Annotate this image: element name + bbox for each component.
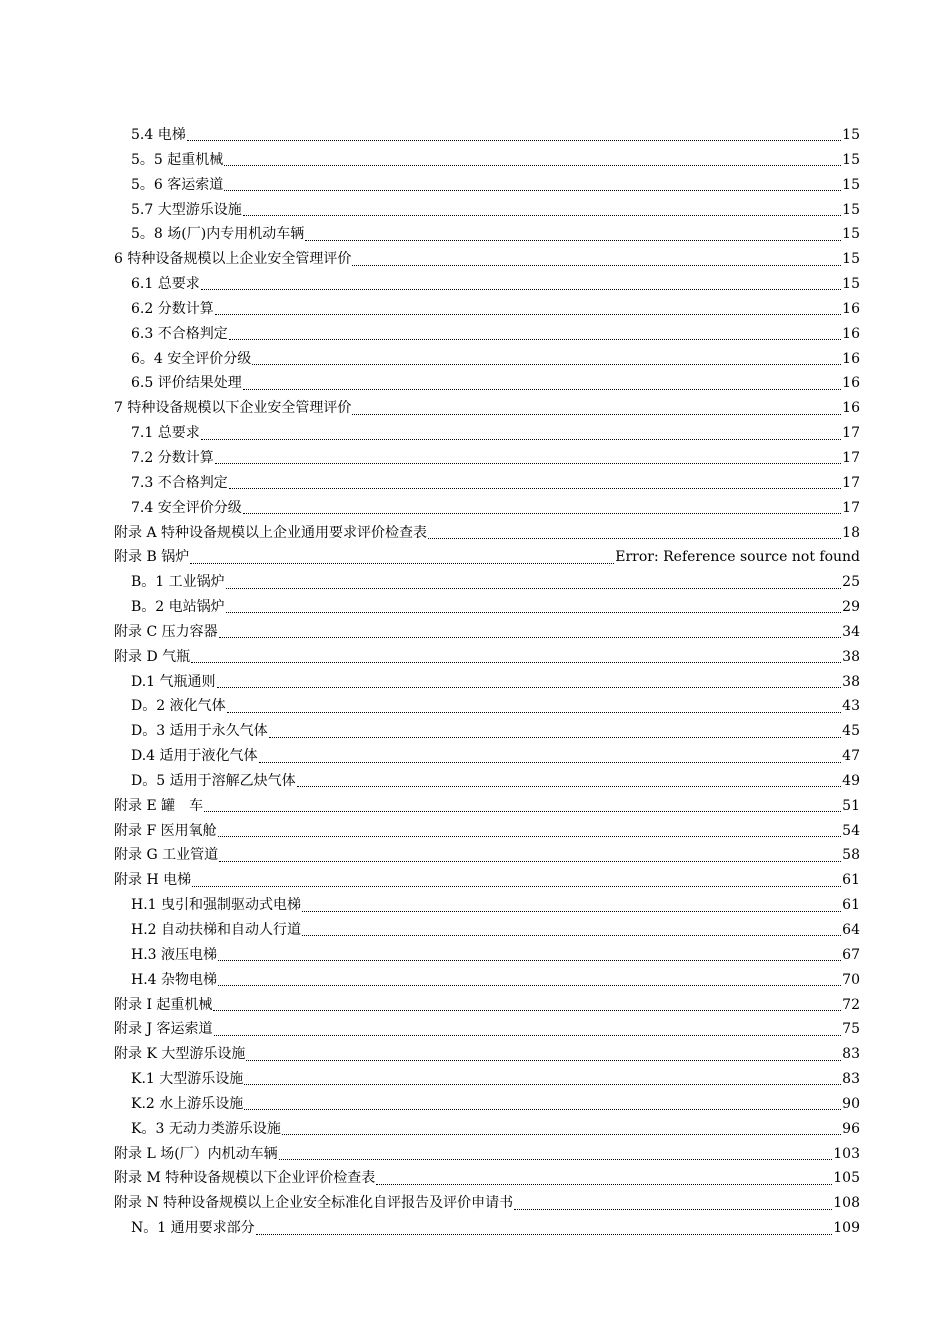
toc-entry-title: 7.3 不合格判定	[131, 474, 228, 491]
toc-dot-leader	[218, 835, 842, 837]
toc-entry-page-number: Error: Reference source not found	[615, 549, 860, 566]
toc-dot-leader	[218, 959, 841, 961]
toc-entry[interactable]	[114, 173, 860, 198]
toc-entry-page-number: 16	[842, 300, 860, 317]
toc-dot-leader	[352, 413, 841, 415]
toc-entry[interactable]	[114, 421, 860, 446]
toc-dot-leader	[226, 611, 842, 613]
toc-entry[interactable]	[114, 868, 860, 893]
toc-entry-page-number: 45	[842, 723, 860, 740]
toc-entry-title: 附录 M 特种设备规模以下企业评价检查表	[114, 1170, 376, 1187]
toc-dot-leader	[219, 636, 842, 638]
toc-dot-leader	[224, 164, 841, 166]
toc-dot-leader	[302, 910, 841, 912]
toc-entry[interactable]	[114, 843, 860, 868]
toc-dot-leader	[282, 1133, 841, 1135]
toc-entry-title: 附录 I 起重机械	[114, 996, 213, 1013]
toc-entry[interactable]	[114, 595, 860, 620]
toc-dot-leader	[243, 388, 841, 390]
toc-dot-leader	[215, 313, 841, 315]
toc-entry[interactable]	[114, 198, 860, 223]
toc-entry[interactable]	[114, 819, 860, 844]
toc-entry-title: K.1 大型游乐设施	[131, 1071, 244, 1088]
toc-entry[interactable]	[114, 545, 860, 570]
toc-entry[interactable]	[114, 1042, 860, 1067]
toc-entry[interactable]	[114, 918, 860, 943]
toc-entry[interactable]	[114, 893, 860, 918]
toc-entry-page-number: 16	[842, 350, 860, 367]
toc-dot-leader	[214, 1034, 842, 1036]
toc-entry-page-number: 51	[842, 797, 860, 814]
toc-entry-title: 附录 D 气瓶	[114, 648, 191, 665]
toc-entry[interactable]	[114, 1191, 860, 1216]
toc-entry[interactable]	[114, 570, 860, 595]
toc-entry-title: H.3 液压电梯	[131, 946, 218, 963]
toc-entry-title: B。1 工业锅炉	[131, 574, 225, 591]
toc-dot-leader	[376, 1183, 832, 1185]
toc-entry[interactable]	[114, 1092, 860, 1117]
toc-dot-leader	[229, 487, 841, 489]
toc-entry[interactable]	[114, 123, 860, 148]
toc-entry-page-number: 54	[842, 822, 860, 839]
toc-entry-page-number: 18	[842, 524, 860, 541]
toc-entry-title: 附录 E 罐 车	[114, 797, 204, 814]
toc-entry-page-number: 67	[842, 946, 860, 963]
toc-entry-title: 5。8 场(厂)内专用机动车辆	[131, 226, 305, 243]
toc-entry-page-number: 16	[842, 325, 860, 342]
toc-entry-title: 附录 H 电梯	[114, 872, 192, 889]
toc-dot-leader	[302, 934, 841, 936]
toc-entry-page-number: 15	[842, 151, 860, 168]
toc-entry[interactable]	[114, 1067, 860, 1092]
toc-entry-page-number: 15	[842, 176, 860, 193]
toc-dot-leader	[191, 661, 841, 663]
toc-entry-title: 7.1 总要求	[131, 425, 200, 442]
toc-entry-title: 附录 A 特种设备规模以上企业通用要求评价检查表	[114, 524, 428, 541]
toc-dot-leader	[252, 363, 841, 365]
toc-entry[interactable]	[114, 272, 860, 297]
toc-dot-leader	[352, 264, 841, 266]
toc-entry-title: D.4 适用于液化气体	[131, 748, 258, 765]
toc-entry-title: H.4 杂物电梯	[131, 971, 218, 988]
toc-dot-leader	[428, 537, 841, 539]
toc-entry[interactable]	[114, 943, 860, 968]
toc-dot-leader	[227, 711, 842, 713]
toc-dot-leader	[224, 189, 841, 191]
toc-entry-page-number: 25	[842, 574, 860, 591]
toc-entry-page-number: 38	[842, 648, 860, 665]
toc-dot-leader	[213, 1009, 841, 1011]
toc-entry-page-number: 90	[842, 1095, 860, 1112]
toc-entry[interactable]	[114, 471, 860, 496]
toc-entry[interactable]	[114, 744, 860, 769]
toc-dot-leader	[244, 1083, 841, 1085]
toc-entry-page-number: 103	[833, 1145, 860, 1162]
toc-entry[interactable]	[114, 1166, 860, 1191]
table-of-contents	[114, 123, 860, 1241]
toc-entry-page-number: 70	[842, 971, 860, 988]
toc-entry-title: 6。4 安全评价分级	[131, 350, 252, 367]
toc-entry-title: 附录 C 压力容器	[114, 623, 218, 640]
toc-entry-page-number: 83	[842, 1046, 860, 1063]
toc-entry-title: 5。5 起重机械	[131, 151, 224, 168]
toc-dot-leader	[244, 1108, 841, 1110]
toc-entry[interactable]	[114, 297, 860, 322]
toc-entry-page-number: 15	[842, 201, 860, 218]
toc-entry[interactable]	[114, 694, 860, 719]
toc-entry-title: D。3 适用于永久气体	[131, 723, 268, 740]
toc-entry[interactable]	[114, 993, 860, 1018]
toc-dot-leader	[243, 512, 841, 514]
toc-entry[interactable]	[114, 670, 860, 695]
toc-entry-page-number: 15	[842, 251, 860, 268]
toc-entry[interactable]	[114, 446, 860, 471]
toc-entry-title: 附录 K 大型游乐设施	[114, 1046, 246, 1063]
toc-entry-title: D。5 适用于溶解乙炔气体	[131, 772, 296, 789]
toc-entry-page-number: 109	[833, 1220, 860, 1237]
toc-dot-leader	[201, 288, 841, 290]
toc-dot-leader	[514, 1208, 832, 1210]
toc-dot-leader	[190, 562, 614, 564]
toc-entry-title: 7.2 分数计算	[131, 449, 214, 466]
toc-entry[interactable]	[114, 1017, 860, 1042]
toc-entry[interactable]	[114, 1117, 860, 1142]
toc-entry-title: 附录 J 客运索道	[114, 1021, 213, 1038]
toc-entry-page-number: 17	[842, 474, 860, 491]
toc-entry-page-number: 29	[842, 599, 860, 616]
toc-dot-leader	[305, 239, 841, 241]
toc-entry-page-number: 17	[842, 499, 860, 516]
toc-entry-title: 附录 B 锅炉	[114, 549, 190, 566]
toc-entry[interactable]	[114, 968, 860, 993]
toc-dot-leader	[269, 736, 842, 738]
toc-entry-page-number: 38	[842, 673, 860, 690]
toc-entry[interactable]	[114, 247, 860, 272]
toc-entry-page-number: 15	[842, 127, 860, 143]
toc-entry-title: 5.4 电梯	[131, 127, 186, 143]
toc-entry-page-number: 64	[842, 922, 860, 938]
toc-entry-page-number: 43	[842, 698, 860, 715]
toc-entry[interactable]	[114, 794, 860, 819]
toc-entry[interactable]	[114, 620, 860, 645]
toc-entry-title: K。3 无动力类游乐设施	[131, 1120, 281, 1137]
toc-entry-page-number: 47	[842, 748, 860, 765]
toc-dot-leader	[218, 984, 841, 986]
toc-entry-page-number: 83	[842, 1071, 860, 1088]
toc-entry[interactable]	[114, 222, 860, 247]
toc-entry-title: B。2 电站锅炉	[131, 599, 225, 616]
toc-entry-title: D.1 气瓶通则	[131, 673, 216, 690]
toc-entry-page-number: 16	[842, 375, 860, 392]
toc-entry[interactable]	[114, 396, 860, 421]
toc-entry-title: 附录 G 工业管道	[114, 847, 219, 864]
toc-entry-page-number: 72	[842, 996, 860, 1013]
toc-entry-title: 7.4 安全评价分级	[131, 499, 242, 516]
toc-entry[interactable]	[114, 347, 860, 372]
toc-entry[interactable]	[114, 148, 860, 173]
toc-entry-page-number: 15	[842, 276, 860, 293]
toc-entry[interactable]	[114, 1142, 860, 1167]
toc-entry[interactable]	[114, 1216, 860, 1241]
toc-dot-leader	[256, 1233, 833, 1235]
toc-entry-title: N。1 通用要求部分	[131, 1220, 255, 1237]
toc-entry-title: 5.7 大型游乐设施	[131, 201, 242, 218]
toc-dot-leader	[219, 860, 841, 862]
toc-dot-leader	[215, 462, 841, 464]
toc-dot-leader	[279, 1158, 833, 1160]
toc-dot-leader	[297, 785, 842, 787]
toc-entry-page-number: 61	[842, 872, 860, 889]
toc-entry[interactable]	[114, 769, 860, 794]
toc-dot-leader	[192, 885, 841, 887]
toc-entry-title: 附录 N 特种设备规模以上企业安全标准化自评报告及评价申请书	[114, 1195, 514, 1212]
toc-entry-title: K.2 水上游乐设施	[131, 1095, 244, 1112]
toc-entry-title: H.2 自动扶梯和自动人行道	[131, 922, 302, 938]
toc-entry-title: 6.5 评价结果处理	[131, 375, 242, 392]
toc-entry-title: 附录 F 医用氧舱	[114, 822, 217, 839]
toc-dot-leader	[217, 686, 842, 688]
toc-entry-title: 6.2 分数计算	[131, 300, 214, 317]
toc-dot-leader	[187, 139, 841, 141]
toc-dot-leader	[243, 214, 841, 216]
toc-entry-page-number: 16	[842, 400, 860, 417]
toc-dot-leader	[226, 587, 842, 589]
toc-entry[interactable]	[114, 322, 860, 347]
toc-entry-page-number: 58	[842, 847, 860, 864]
toc-dot-leader	[204, 810, 841, 812]
toc-entry-page-number: 75	[842, 1021, 860, 1038]
toc-entry[interactable]	[114, 719, 860, 744]
toc-entry-title: D。2 液化气体	[131, 698, 226, 715]
toc-entry-title: 6.3 不合格判定	[131, 325, 228, 342]
toc-entry-page-number: 17	[842, 449, 860, 466]
toc-entry-page-number: 108	[833, 1195, 860, 1212]
toc-dot-leader	[259, 761, 842, 763]
toc-entry[interactable]	[114, 371, 860, 396]
toc-dot-leader	[229, 338, 841, 340]
toc-dot-leader	[246, 1059, 841, 1061]
toc-entry-page-number: 15	[842, 226, 860, 243]
toc-entry-page-number: 61	[842, 897, 860, 914]
toc-entry-title: 6.1 总要求	[131, 276, 200, 293]
toc-entry-title: 5。6 客运索道	[131, 176, 224, 193]
toc-entry-page-number: 105	[833, 1170, 860, 1187]
toc-entry-title: 附录 L 场(厂）内机动车辆	[114, 1145, 278, 1162]
toc-entry[interactable]	[114, 496, 860, 521]
toc-entry-title: 7 特种设备规模以下企业安全管理评价	[114, 400, 352, 417]
toc-entry-page-number: 17	[842, 425, 860, 442]
toc-entry-title: H.1 曳引和强制驱动式电梯	[131, 897, 302, 914]
toc-entry[interactable]	[114, 521, 860, 546]
toc-dot-leader	[201, 438, 841, 440]
toc-entry-page-number: 49	[842, 772, 860, 789]
toc-entry-title: 6 特种设备规模以上企业安全管理评价	[114, 251, 352, 268]
toc-entry-page-number: 34	[842, 623, 860, 640]
toc-entry-page-number: 96	[842, 1120, 860, 1137]
toc-entry[interactable]	[114, 645, 860, 670]
